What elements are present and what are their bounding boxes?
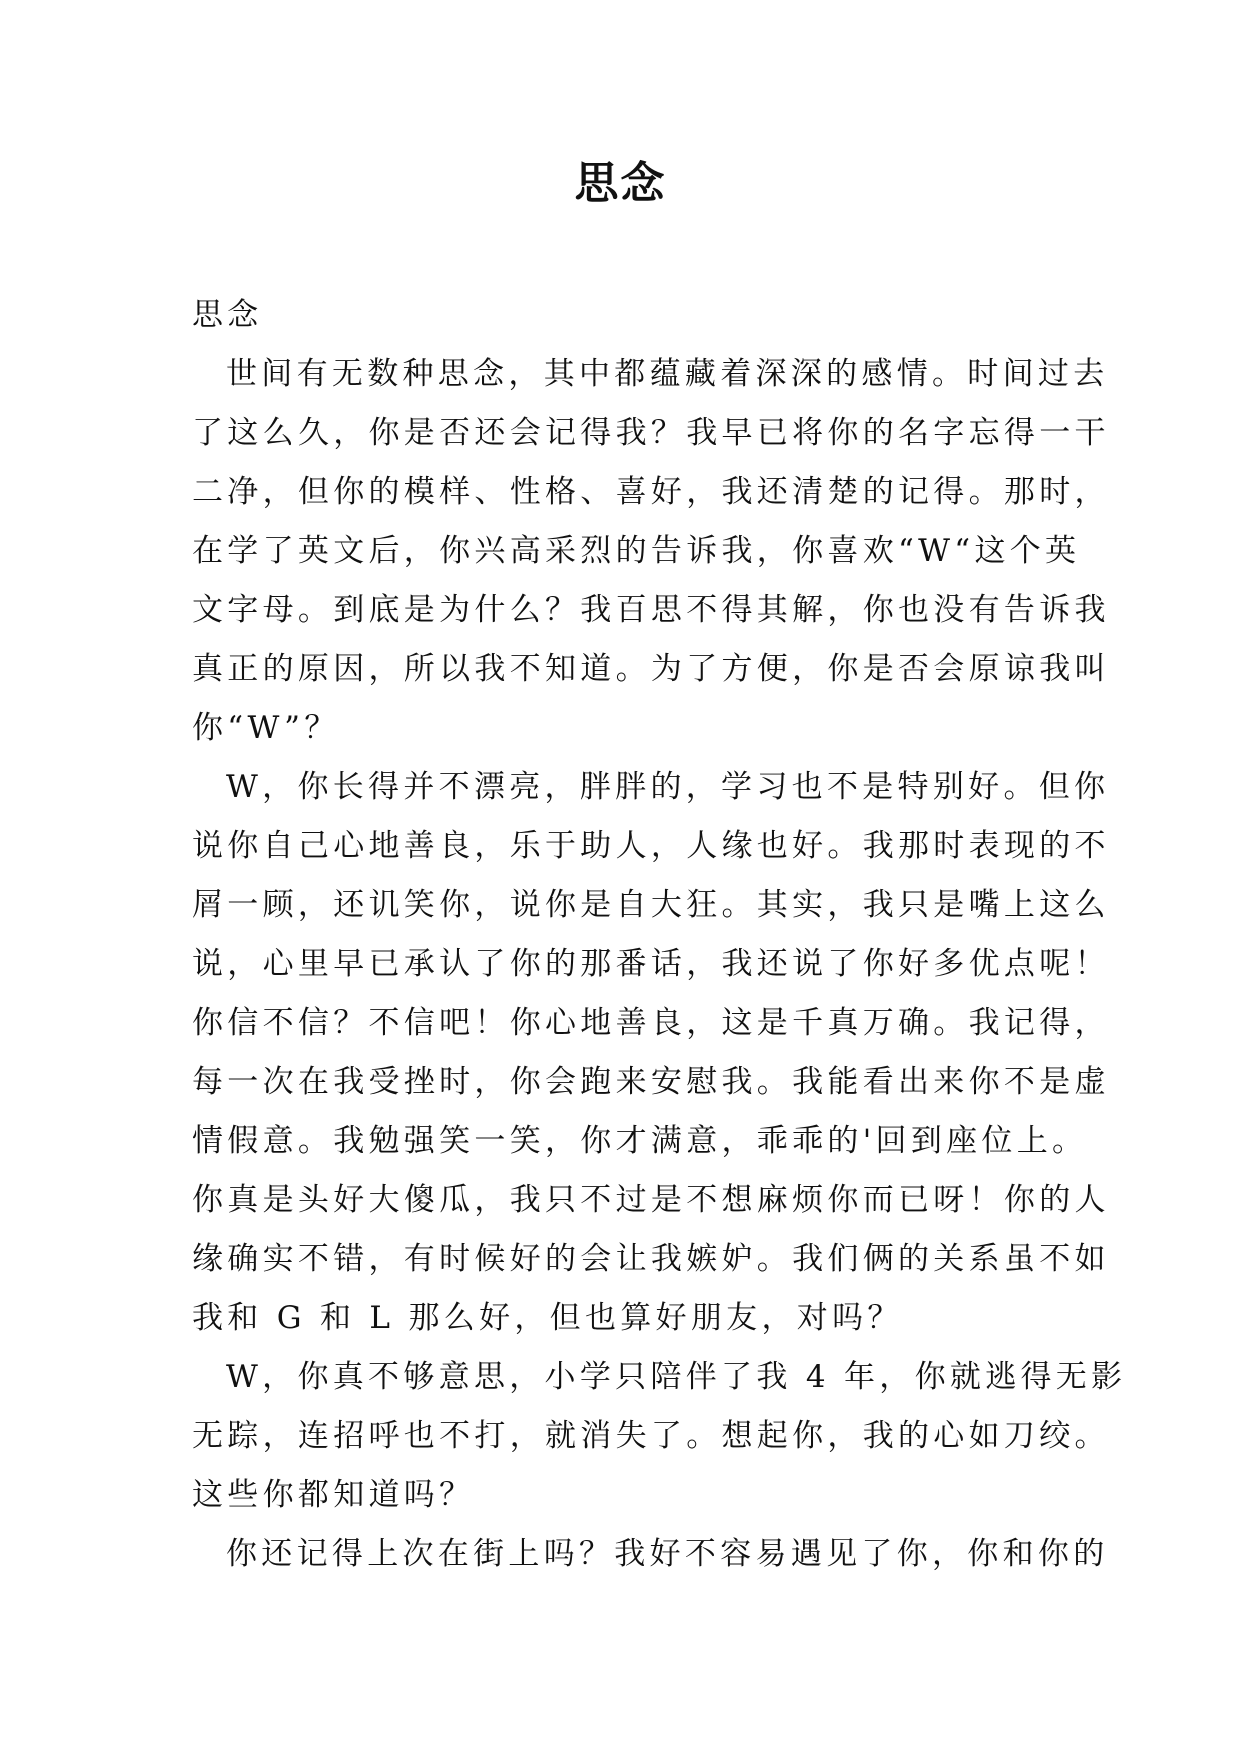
- text-line: 说你自己心地善良，乐于助人，人缘也好。我那时表现的不: [192, 828, 1110, 864]
- text-line: 思念: [192, 297, 263, 333]
- text-line: 你真是头好大傻瓜，我只不过是不想麻烦你而已呀！你的人: [192, 1182, 1110, 1218]
- document-title: 思念: [574, 158, 667, 209]
- text-line: 这些你都知道吗？: [192, 1477, 475, 1513]
- text-line: W，你真不够意思，小学只陪伴了我 4 年，你就逃得无影: [226, 1359, 1127, 1395]
- text-line: W，你长得并不漂亮，胖胖的，学习也不是特别好。但你: [226, 769, 1110, 805]
- text-line: 二净，但你的模样、性格、喜好，我还清楚的记得。那时，: [192, 474, 1110, 510]
- text-line: 文字母。到底是为什么？我百思不得其解，你也没有告诉我: [192, 592, 1110, 628]
- document-body: [192, 286, 1127, 1584]
- text-line: 真正的原因，所以我不知道。为了方便，你是否会原谅我叫: [192, 651, 1110, 687]
- text-line: 屑一顾，还讥笑你，说你是自大狂。其实，我只是嘴上这么: [192, 887, 1110, 923]
- text-line: 缘确实不错，有时候好的会让我嫉妒。我们俩的关系虽不如: [192, 1241, 1110, 1277]
- text-line: 在学了英文后，你兴高采烈的告诉我，你喜欢“W“这个英: [192, 533, 1081, 569]
- text-line: 了这么久，你是否还会记得我？我早已将你的名字忘得一干: [192, 415, 1110, 451]
- text-line: 世间有无数种思念，其中都蕴藏着深深的感情。时间过去: [226, 356, 1109, 392]
- text-line: 你“W”？: [192, 710, 340, 746]
- text-line: 你信不信？不信吧！你心地善良，这是千真万确。我记得，: [192, 1005, 1110, 1041]
- text-line: 每一次在我受挫时，你会跑来安慰我。我能看出来你不是虚: [192, 1064, 1110, 1100]
- text-line: 情假意。我勉强笑一笑，你才满意，乖乖的'回到座位上。: [192, 1123, 1088, 1159]
- text-line: 我和 G 和 L 那么好，但也算好朋友，对吗？: [192, 1300, 903, 1336]
- text-line: 无踪，连招呼也不打，就消失了。想起你，我的心如刀绞。: [192, 1418, 1110, 1454]
- text-line: 你还记得上次在街上吗？我好不容易遇见了你，你和你的: [226, 1536, 1109, 1572]
- text-line: 说，心里早已承认了你的那番话，我还说了你好多优点呢！: [192, 946, 1110, 982]
